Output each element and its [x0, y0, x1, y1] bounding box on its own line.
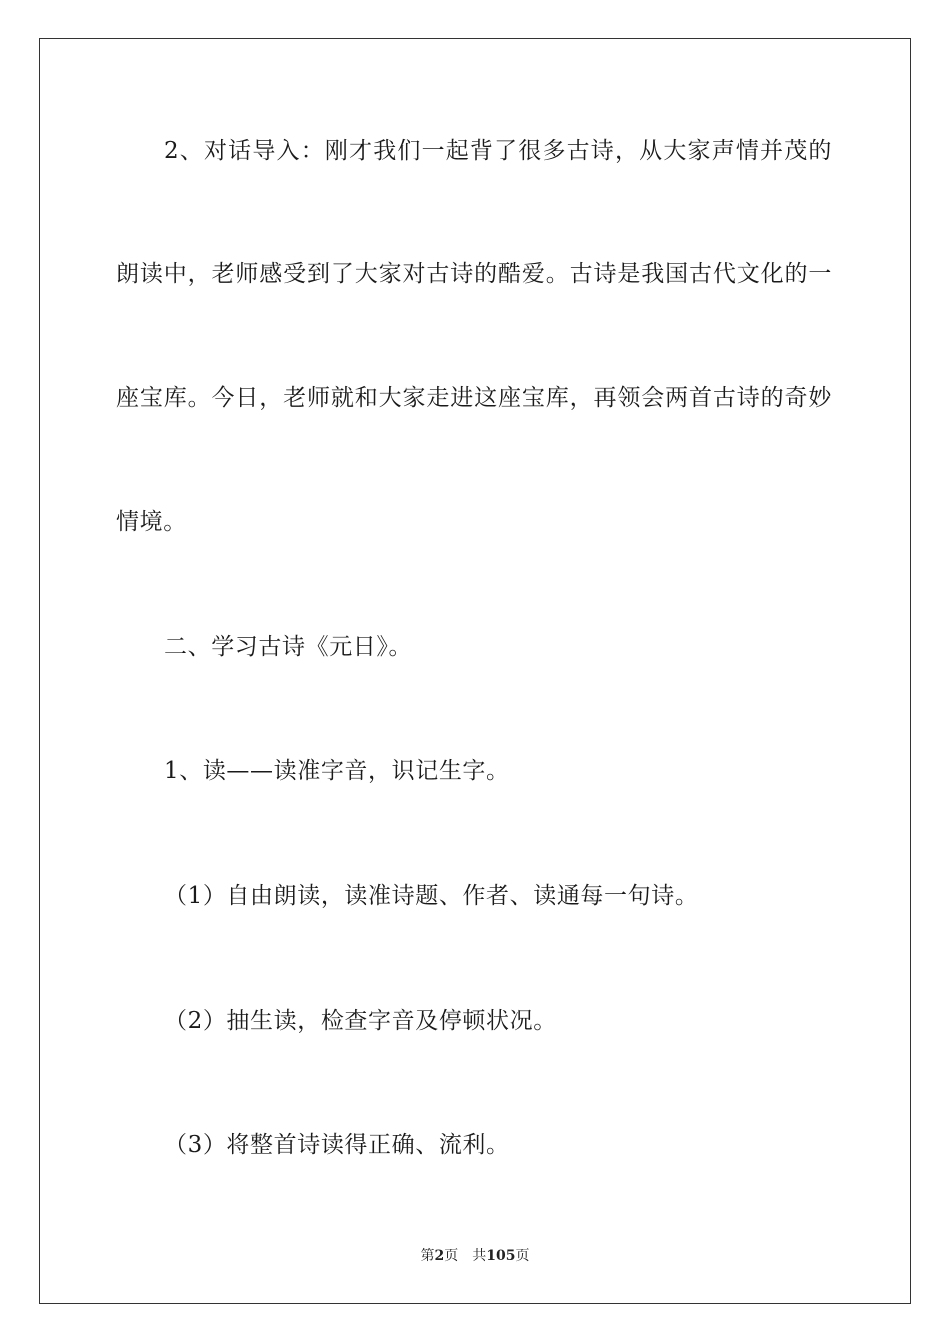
section-heading: 二、学习古诗《元日》。	[164, 634, 413, 660]
page-border	[39, 38, 911, 1304]
page-current: 2	[434, 1248, 445, 1264]
total-unit: 页	[515, 1248, 530, 1264]
paragraph-1-line-2: 朗读中，老师感受到了大家对古诗的酷爱。古诗是我国古代文化的一	[116, 261, 832, 287]
page-prefix: 第	[420, 1248, 435, 1264]
total-prefix: 共	[472, 1248, 487, 1264]
list-item-1: （1）自由朗读，读准诗题、作者、读通每一句诗。	[164, 883, 699, 909]
paragraph-1-line-1: 2、对话导入：刚才我们一起背了很多古诗，从大家声情并茂的	[164, 138, 832, 164]
step-heading: 1、读——读准字音，识记生字。	[164, 758, 510, 784]
list-item-3: （3）将整首诗读得正确、流利。	[164, 1132, 510, 1158]
list-item-2: （2）抽生读，检查字音及停顿状况。	[164, 1008, 557, 1034]
paragraph-1-line-3: 座宝库。今日，老师就和大家走进这座宝库，再领会两首古诗的奇妙	[116, 385, 832, 411]
page-unit: 页	[444, 1248, 459, 1264]
paragraph-1-line-4: 情境。	[116, 509, 187, 535]
page-footer	[0, 1246, 950, 1266]
page-total: 105	[486, 1248, 516, 1264]
